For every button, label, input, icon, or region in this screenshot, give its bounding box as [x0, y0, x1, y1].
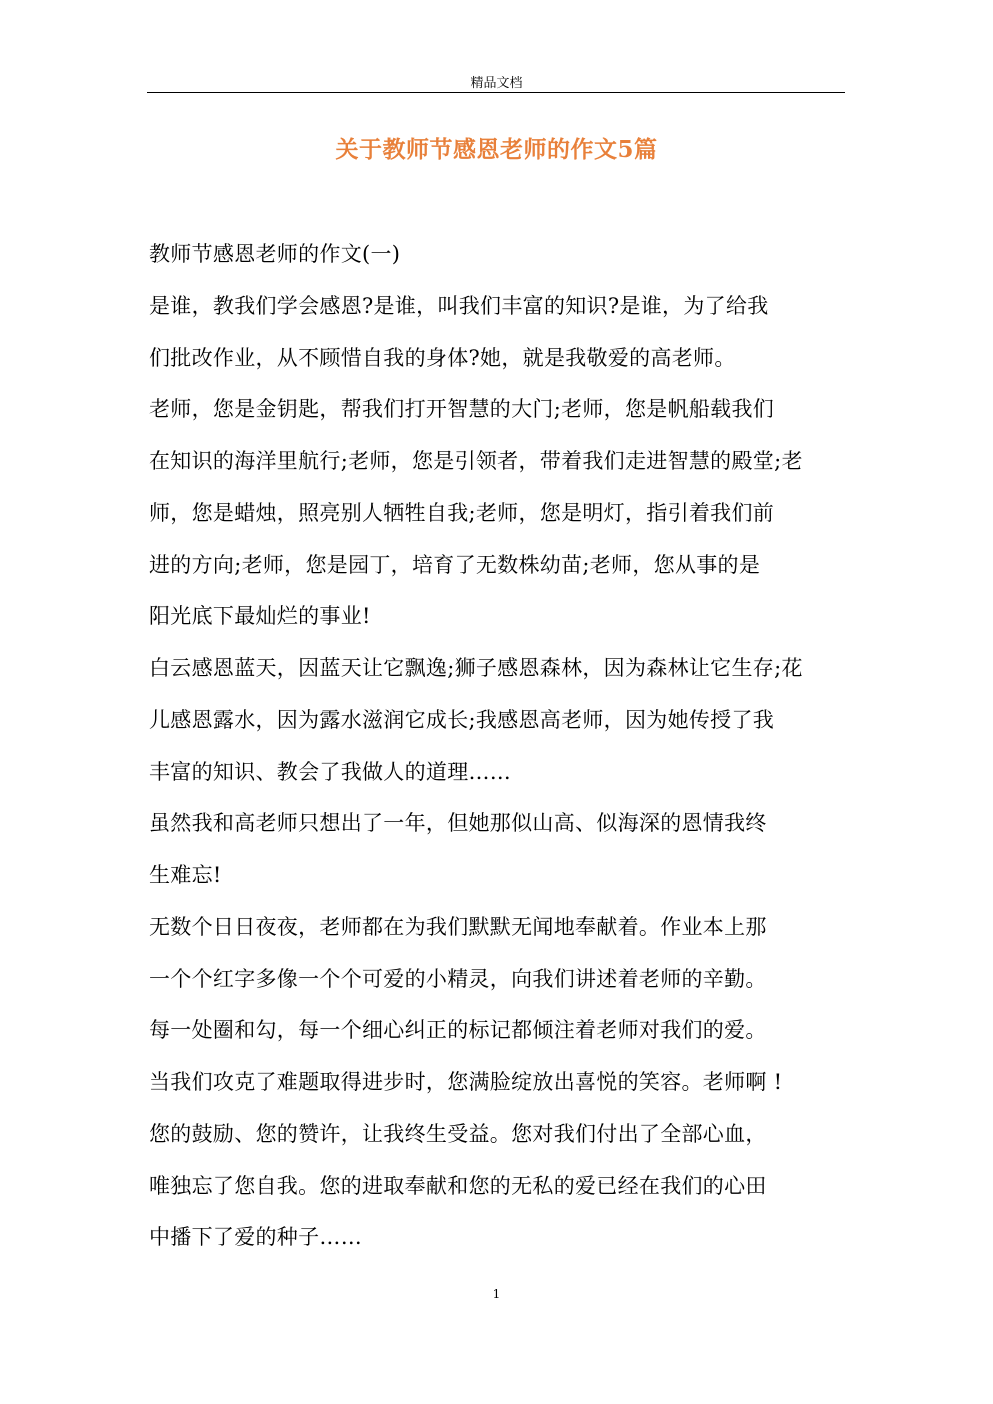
body-line: 唯独忘了您自我。您的进取奉献和您的无私的爱已经在我们的心田: [149, 1173, 767, 1198]
body-line: 无数个日日夜夜，老师都在为我们默默无闻地奉献着。作业本上那: [149, 914, 767, 939]
body-line: 每一处圈和勾，每一个细心纠正的标记都倾注着老师对我们的爱。: [149, 1018, 767, 1043]
body-line: 生难忘!: [149, 863, 222, 887]
body-line: 一个个红字多像一个个可爱的小精灵，向我们讲述着老师的辛勤。: [149, 966, 767, 991]
section-heading: 教师节感恩老师的作文(一): [149, 242, 401, 266]
body-line: 是谁，教我们学会感恩?是谁，叫我们丰富的知识?是谁，为了给我: [149, 293, 769, 318]
body-line: 阳光底下最灿烂的事业!: [149, 604, 371, 629]
body-line: 白云感恩蓝天，因蓝天让它飘逸;狮子感恩森林，因为森林让它生存;花: [149, 656, 803, 680]
body-line: 老师，您是金钥匙，帮我们打开智慧的大门;老师，您是帆船载我们: [149, 397, 775, 422]
header-divider: [147, 92, 845, 93]
body-line: 师，您是蜡烛，照亮别人牺牲自我;老师，您是明灯，指引着我们前: [149, 500, 775, 525]
body-line: 虽然我和高老师只想出了一年，但她那似山高、似海深的恩情我终: [149, 811, 767, 836]
page-number: 1: [492, 1287, 501, 1301]
page-header: 精品文档: [470, 76, 523, 91]
body-line: 丰富的知识、教会了我做人的道理……: [149, 759, 512, 784]
body-line: 当我们攻克了难题取得进步时，您满脸绽放出喜悦的笑容。老师啊 !: [149, 1070, 783, 1094]
document-body: [149, 236, 879, 1271]
body-line: 儿感恩露水，因为露水滋润它成长;我感恩高老师，因为她传授了我: [149, 707, 775, 732]
document-title: 关于教师节感恩老师的作文5篇: [335, 136, 658, 163]
body-line: 中播下了爱的种子……: [149, 1225, 362, 1250]
body-line: 们批改作业，从不顾惜自我的身体?她，就是我敬爱的高老师。: [149, 345, 736, 370]
body-line: 进的方向;老师，您是园丁，培育了无数株幼苗;老师，您从事的是: [149, 552, 761, 577]
body-line: 您的鼓励、您的赞许，让我终生受益。您对我们付出了全部心血，: [149, 1121, 767, 1146]
body-line: 在知识的海洋里航行;老师，您是引领者，带着我们走进智慧的殿堂;老: [149, 449, 803, 473]
